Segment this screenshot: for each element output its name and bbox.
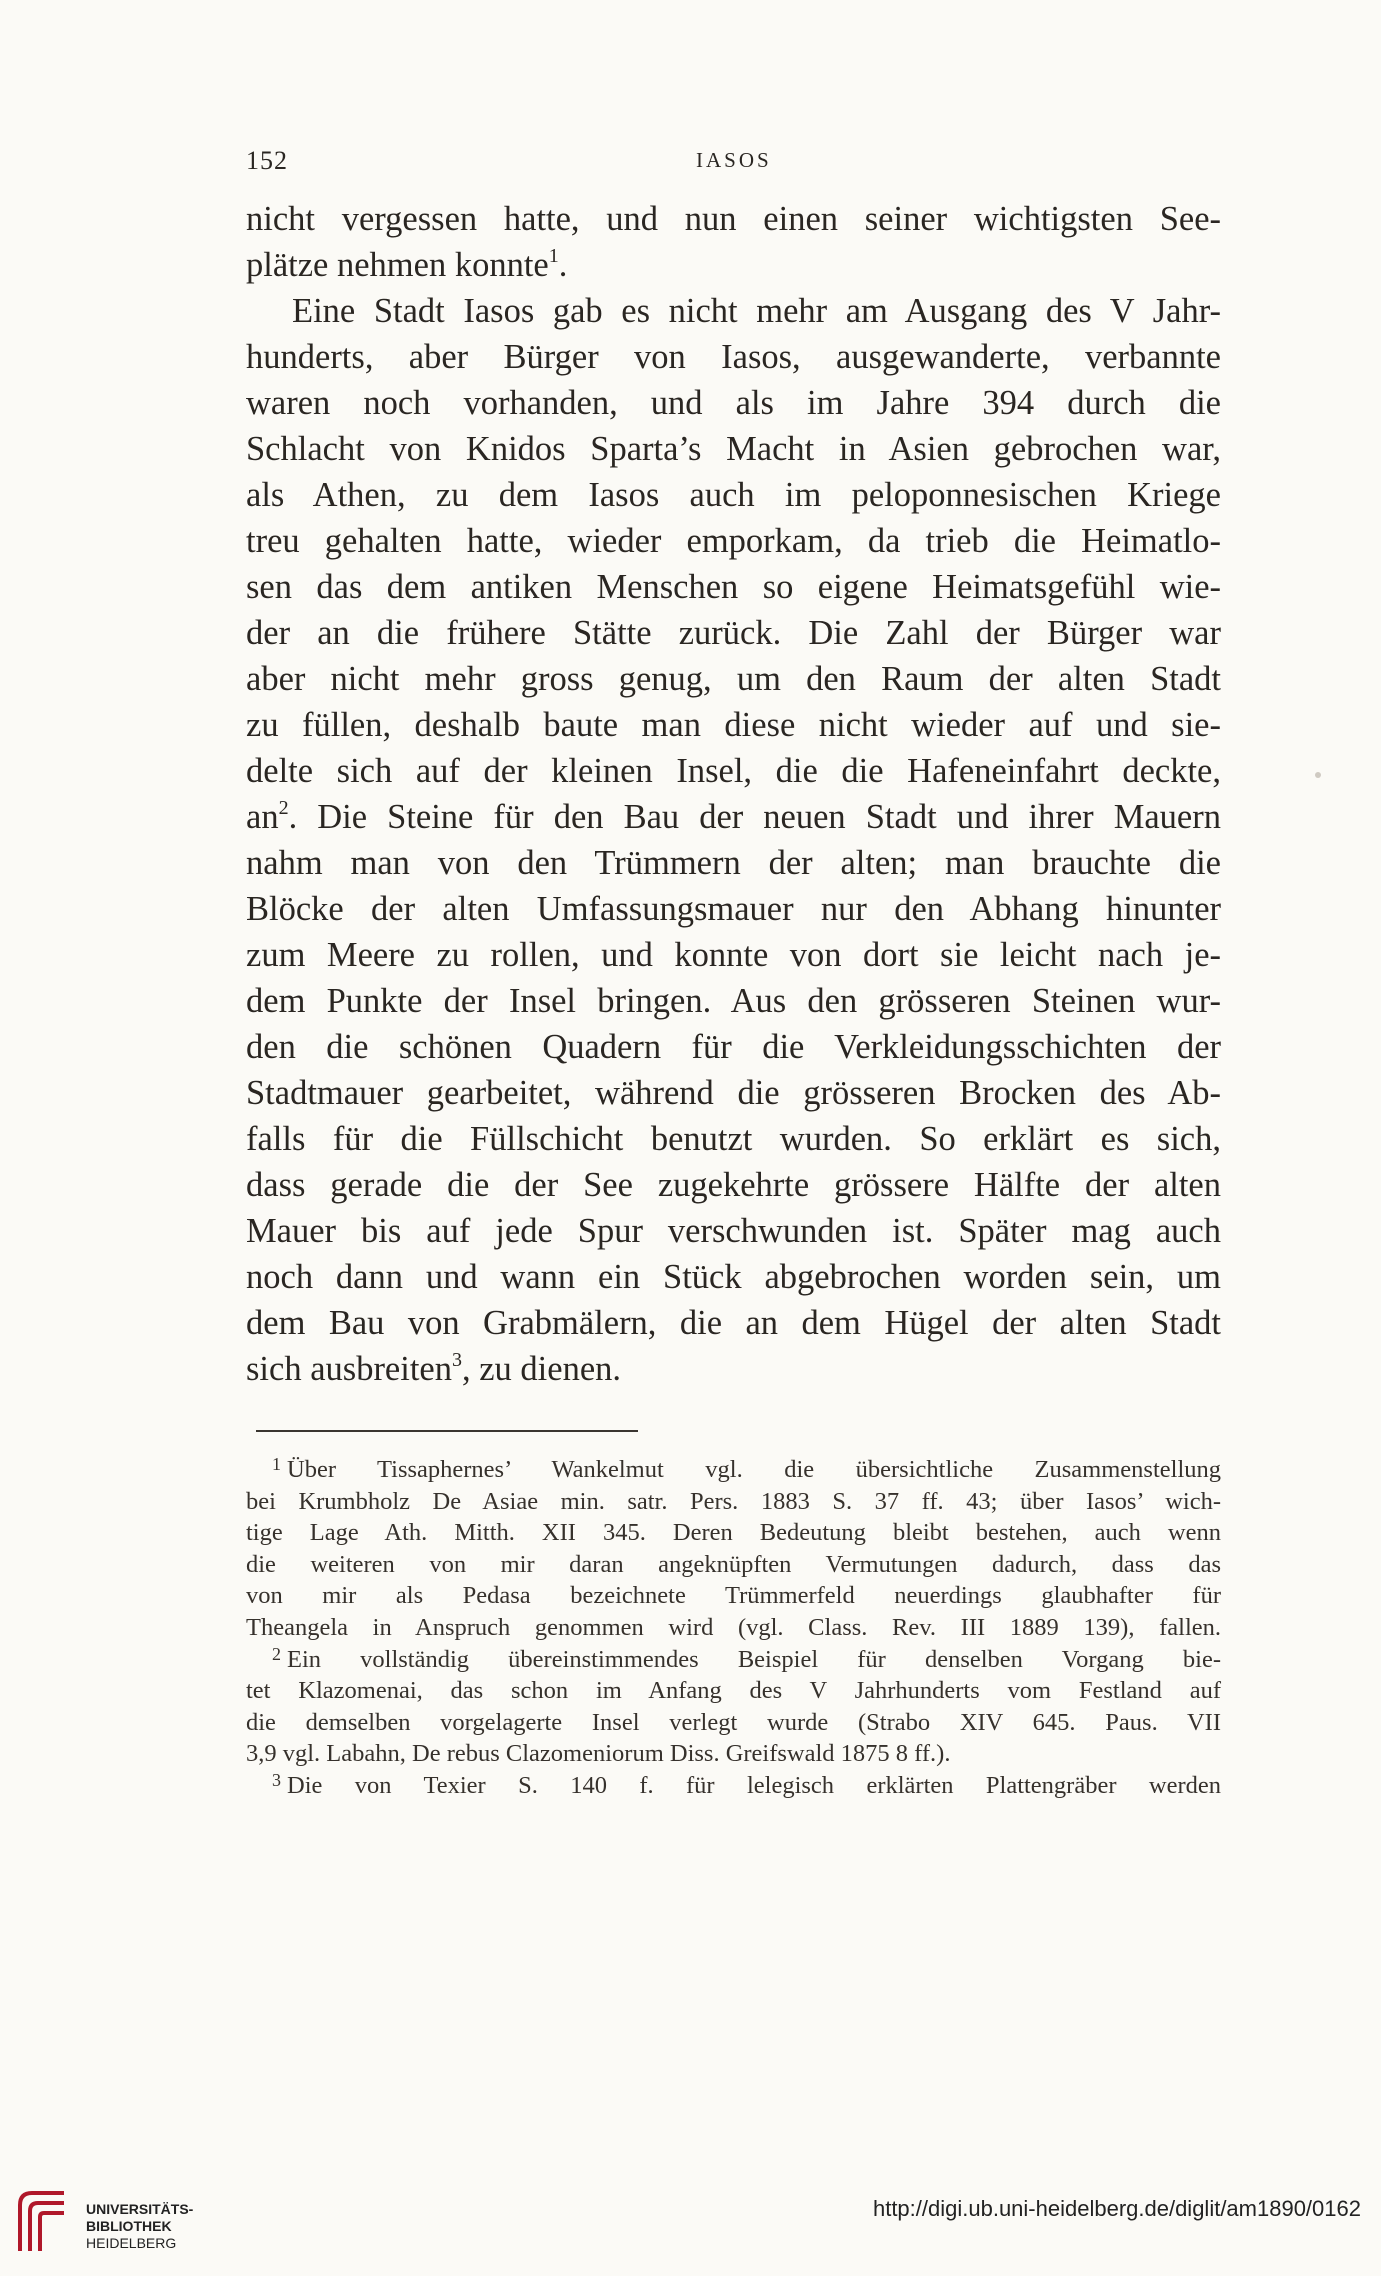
footnote-mark: 2: [272, 1643, 281, 1664]
text-line: als Athen, zu dem Iasos auch im peloponnesischen Kriege: [246, 476, 1221, 514]
text-line: noch dann und wann ein Stück abgebrochen worden sein, um: [246, 1258, 1221, 1296]
text-line: Schlacht von Knidos Sparta’s Macht in Asien gebrochen war,: [246, 430, 1221, 468]
library-name-line: HEIDELBERG: [86, 2235, 177, 2251]
page-header: [246, 146, 1221, 180]
library-logo[interactable]: [14, 2183, 254, 2263]
footnote-divider: [256, 1430, 638, 1432]
library-name-line: UNIVERSITÄTS-: [86, 2201, 194, 2217]
footnote-line: die weiteren von mir daran angeknüpften Vermutungen dadurch, dass das: [246, 1550, 1221, 1578]
footnote-line: die demselben vorgelagerte Insel verlegt wurde (Strabo XIV 645. Paus. VII: [246, 1708, 1221, 1736]
text-line: zum Meere zu rollen, und konnte von dort sie leicht nach je-: [246, 936, 1221, 974]
footnote-line: Theangela in Anspruch genommen wird (vgl. Class. Rev. III 1889 139), fallen.: [246, 1613, 1221, 1641]
footnote-line: bei Krumbholz De Asiae min. satr. Pers. 1883 S. 37 ff. 43; über Iasos’ wich-: [246, 1487, 1221, 1515]
footnote-ref: 1: [548, 245, 559, 267]
footnote-mark: 1: [272, 1454, 281, 1474]
footnote-line: 3,9 vgl. Labahn, De rebus Clazomeniorum Diss. Greifswald 1875 8 ff.).: [246, 1740, 951, 1768]
text-line: $an^2$. Die Steine für den Bau der neuen Stadt und ihrer Mauern: [246, 797, 1221, 836]
body-text: [246, 196, 1221, 1392]
text-line: Eine Stadt Iasos gab es nicht mehr am Ausgang des V Jahr-: [292, 292, 1221, 330]
footnote-line: tige Lage Ath. Mitth. XII 345. Deren Bedeutung bleibt bestehen, auch wenn: [246, 1519, 1221, 1547]
library-emblem-icon: [14, 2187, 76, 2257]
footnotes: [246, 1454, 1221, 1802]
text-line: Stadtmauer gearbeitet, während die grösseren Brocken des Ab-: [246, 1074, 1221, 1112]
text-line: falls für die Füllschicht benutzt wurden. So erklärt es sich,: [246, 1120, 1221, 1158]
running-head: IASOS: [696, 148, 772, 172]
library-name-line: BIBLIOTHEK: [86, 2218, 172, 2234]
footnote-line: von mir als Pedasa bezeichnete Trümmerfeld neuerdings glaubhafter für: [246, 1582, 1221, 1610]
text-line: den die schönen Quadern für die Verkleidungsschichten der: [246, 1028, 1221, 1066]
text-line: delte sich auf der kleinen Insel, die die Hafeneinfahrt deckte,: [246, 752, 1221, 790]
footnote-line: tet Klazomenai, das schon im Anfang des V Jahrhunderts vom Festland auf: [246, 1677, 1221, 1705]
text-line: Mauer bis auf jede Spur verschwunden ist. Später mag auch: [246, 1212, 1221, 1250]
text-line: sen das dem antiken Menschen so eigene Heimatsgefühl wie-: [246, 568, 1221, 606]
text-line: treu gehalten hatte, wieder emporkam, da trieb die Heimatlo-: [246, 522, 1221, 560]
text-line: sich ausbreiten$^3$, zu dienen.: [246, 1349, 622, 1388]
library-name: [86, 2201, 193, 2252]
text-line: zu füllen, deshalb baute man diese nicht wieder auf und sie-: [246, 706, 1221, 744]
text-line: Blöcke der alten Umfassungsmauer nur den Abhang hinunter: [246, 890, 1221, 928]
text-line: dem Bau von Grabmälern, die an dem Hügel der alten Stadt: [246, 1304, 1221, 1342]
footnote-line: $^3$ Die von Texier S. 140 f. für lelegisch erklärten Plattengräber werden: [272, 1769, 1221, 1799]
source-url-link[interactable]: http://digi.ub.uni-heidelberg.de/diglit/am1890/0162: [872, 2196, 1361, 2221]
footnote-ref: 3: [451, 1349, 462, 1371]
text-line: hunderts, aber Bürger von Iasos, ausgewanderte, verbannte: [246, 338, 1221, 376]
text-line: plätze nehmen konnte$^1$.: [246, 245, 568, 284]
footnote-line: $^2$ Ein vollständig übereinstimmendes Beispiel für denselben Vorgang bie-: [272, 1643, 1221, 1673]
text-line: dass gerade die der See zugekehrte grössere Hälfte der alten: [246, 1166, 1221, 1204]
text-line: der an die frühere Stätte zurück. Die Zahl der Bürger war: [246, 614, 1221, 652]
footnote-ref: 2: [278, 797, 289, 819]
text-line: aber nicht mehr gross genug, um den Raum der alten Stadt: [246, 660, 1221, 698]
text-line: waren noch vorhanden, und als im Jahre 394 durch die: [246, 384, 1221, 422]
text-line: dem Punkte der Insel bringen. Aus den grösseren Steinen wur-: [246, 982, 1221, 1020]
text-line: nahm man von den Trümmern der alten; man brauchte die: [246, 844, 1221, 882]
page-number: 152: [246, 146, 288, 175]
footnote-mark: 3: [272, 1769, 281, 1790]
footnote-line: $^1$ Über Tissaphernes’ Wankelmut vgl. die übersichtliche Zusammenstellung: [272, 1454, 1221, 1483]
scan-speck: [1315, 772, 1321, 778]
text-line: nicht vergessen hatte, und nun einen seiner wichtigsten See-: [246, 200, 1221, 238]
